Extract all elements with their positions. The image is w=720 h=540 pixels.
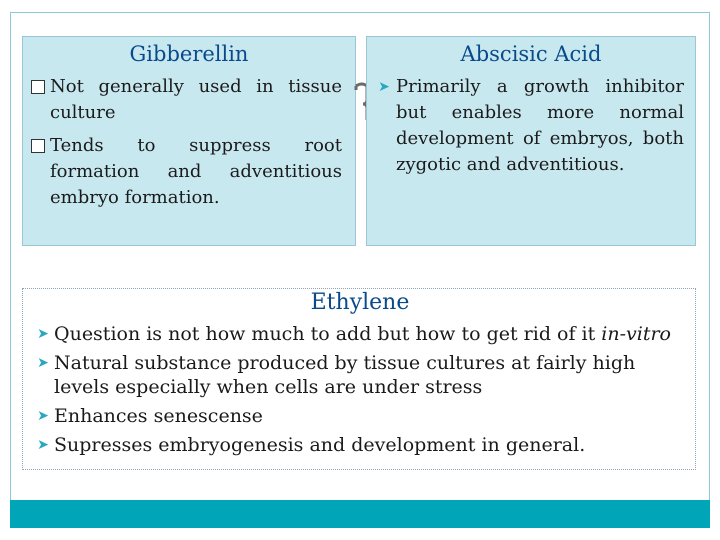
bottom-accent-bar <box>10 500 710 528</box>
arrow-bullet-icon: ➤ <box>37 355 49 371</box>
abscisic-bullet-1-text: Primarily a growth inhibitor but enables more normal development of embryos, both zygotic and adventitious. <box>396 76 684 175</box>
abscisic-bullet-1 <box>378 74 684 178</box>
gibberellin-bullet-1 <box>50 74 342 126</box>
gibberellin-title: Gibberellin <box>129 42 249 66</box>
ethylene-item-1-text: Question is not how much to add but how to get rid of it <box>54 323 602 345</box>
ethylene-item-1 <box>37 322 694 346</box>
abscisic-acid-title: Abscisic Acid <box>460 42 602 66</box>
ethylene-item-3 <box>37 404 694 428</box>
ethylene-item-2 <box>37 351 694 399</box>
ethylene-item-4 <box>37 433 694 457</box>
arrow-bullet-icon: ➤ <box>378 79 390 95</box>
gibberellin-bullet-2 <box>50 133 342 211</box>
arrow-bullet-icon: ➤ <box>37 437 49 453</box>
ethylene-item-2-text: Natural substance produced by tissue cultures at fairly high levels especially when cells are under stress <box>54 352 636 398</box>
gibberellin-bullet-1-text: Not generally used in tissue culture <box>50 76 342 123</box>
gibberellin-bullet-2-text: Tends to suppress root formation and adventitious embryo formation. <box>50 135 342 208</box>
checkbox-square-icon <box>30 74 46 100</box>
arrow-bullet-icon: ➤ <box>37 326 49 342</box>
ethylene-item-4-text: Supresses embryogenesis and development in general. <box>54 434 586 456</box>
ethylene-title: Ethylene <box>310 290 410 315</box>
checkbox-square-icon <box>30 133 46 159</box>
ethylene-item-1-emphasis: in-vitro <box>601 323 671 345</box>
arrow-bullet-icon: ➤ <box>37 408 49 424</box>
ethylene-item-3-text: Enhances senescense <box>54 405 263 427</box>
